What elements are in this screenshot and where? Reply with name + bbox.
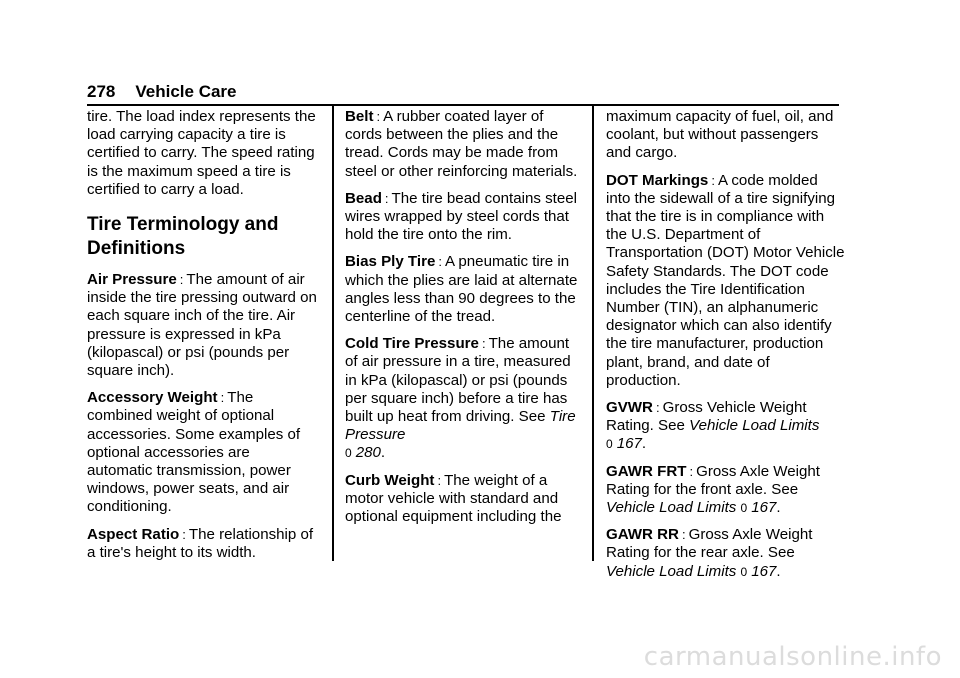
section-title: Vehicle Care	[135, 82, 237, 101]
term-colon: :	[179, 272, 184, 288]
definition: Gross Axle Weight Rating for the front axle. See	[606, 462, 820, 498]
page-ref-number[interactable]: 167	[616, 435, 642, 453]
definition-entry	[345, 472, 579, 527]
term-colon: :	[376, 109, 381, 124]
definition: A code molded into the sidewall of a tire signifying that the tire is in compliance with the U.S. Department of Transportation (DOT) Motor Vehicle Safety Standards. The DOT code includes the Tire Identification Number (TIN), an alphanumeric designator which can also identify the tire manufacturer, production plant, brand, and date of production.	[606, 171, 845, 389]
term: GAWR RR	[606, 526, 679, 544]
continuation-paragraph: maximum capacity of fuel, oil, and coolant, but without passengers and cargo.	[606, 108, 834, 162]
definition: The combined weight of optional accessories. Some examples of optional accessories are automatic transmission, power windows, power seats, and air conditioning.	[87, 389, 301, 516]
definition: A rubber coated layer of cords between the plies and the tread. Cords may be made from steel or other reinforcing materials.	[345, 108, 578, 180]
term: Cold Tire Pressure	[345, 335, 479, 353]
definition-entry	[345, 253, 579, 326]
section-heading: Tire Terminology and Definitions	[87, 214, 279, 260]
definition-entry: GAWR RR : Gross Axle Weight Rating for the rear axle. See Vehicle Load Limits 0 167.	[606, 526, 813, 580]
definition: A pneumatic tire in which the plies are laid at alternate angles less than 90 degrees to the centerline of the tread.	[345, 253, 578, 326]
term-colon: :	[681, 527, 686, 543]
page-ref-number[interactable]: 280	[355, 444, 381, 462]
intro-paragraph: tire. The load index represents the load carrying capacity a tire is certified to carry. The speed rating is the maximum speed a tire is certified to carry a load.	[87, 108, 316, 198]
watermark: carmanualsonline.info	[643, 642, 942, 672]
term-colon: :	[437, 472, 442, 488]
cross-reference-link[interactable]: Vehicle Load Limits	[606, 499, 737, 517]
definition-entry	[606, 172, 846, 390]
term-colon: :	[689, 463, 694, 479]
term: Bias Ply Tire	[345, 253, 436, 271]
term: Bead	[345, 189, 382, 207]
page-header	[87, 82, 237, 102]
definition: The amount of air pressure in a tire, measured in kPa (kilopascal) or psi (pounds per square inch) before a tire has built up heat from driving. See	[345, 335, 571, 426]
page-ref-number[interactable]: 167	[751, 562, 777, 580]
term: Accessory Weight	[87, 389, 218, 407]
term: GVWR	[606, 399, 653, 417]
term: Air Pressure	[87, 271, 177, 289]
page-number: 278	[87, 82, 116, 101]
definition: The amount of air inside the tire pressing outward on each square inch of the tire. Air pressure is expressed in kPa (kilopascal) or psi (pounds per square inch).	[87, 271, 317, 380]
definition-entry	[345, 190, 579, 245]
definition-entry	[87, 271, 319, 380]
term-colon: :	[438, 254, 442, 270]
term-colon: :	[384, 190, 389, 206]
definition-entry	[87, 526, 319, 562]
column-1	[87, 108, 319, 571]
term: DOT Markings	[606, 171, 709, 189]
cross-reference-link[interactable]: Vehicle Load Limits	[606, 562, 737, 580]
page-ref-icon: 0	[740, 564, 748, 579]
page-ref-icon: 0	[606, 437, 613, 452]
page-ref-icon: 0	[740, 501, 748, 516]
cross-reference-link[interactable]: Tire Pressure	[345, 408, 576, 444]
term-colon: :	[711, 172, 715, 188]
definition: Gross Axle Weight Rating for the rear axle. See	[606, 526, 813, 562]
definition: The relationship of a tire's height to its width.	[87, 525, 314, 561]
term: Belt	[345, 108, 374, 125]
term: GAWR FRT	[606, 462, 687, 480]
term-colon: :	[182, 526, 186, 542]
column-divider	[332, 106, 334, 561]
page-ref-icon: 0	[345, 446, 352, 461]
definition-entry: GVWR : Gross Vehicle Weight Rating. See Vehicle Load Limits 0 167.	[606, 399, 820, 453]
definition-entry: Cold Tire Pressure : The amount of air pressure in a tire, measured in kPa (kilopascal) or psi (pounds per square inch) before a tire has built up heat from driving. See Tire Pressure 0 280.	[345, 335, 576, 462]
definition-entry	[345, 108, 579, 181]
definition-entry: GAWR FRT : Gross Axle Weight Rating for the front axle. See Vehicle Load Limits 0 167.	[606, 462, 820, 517]
definition-entry	[87, 389, 319, 516]
term-colon: :	[655, 400, 660, 416]
definition: The weight of a motor vehicle with standard and optional equipment including the	[345, 471, 562, 526]
term-colon: :	[481, 336, 486, 352]
term: Aspect Ratio	[87, 525, 180, 543]
page-ref-number[interactable]: 167	[751, 499, 777, 517]
definition: Gross Vehicle Weight Rating. See	[606, 399, 807, 435]
term-colon: :	[220, 390, 225, 406]
column-3	[606, 108, 846, 590]
column-2	[345, 108, 579, 535]
column-divider	[592, 106, 594, 561]
definition: The tire bead contains steel wires wrapped by steel cords that hold the tire onto the rim.	[345, 189, 577, 244]
term: Curb Weight	[345, 471, 435, 489]
cross-reference-link[interactable]: Vehicle Load Limits	[689, 417, 820, 435]
header-rule	[87, 104, 839, 106]
